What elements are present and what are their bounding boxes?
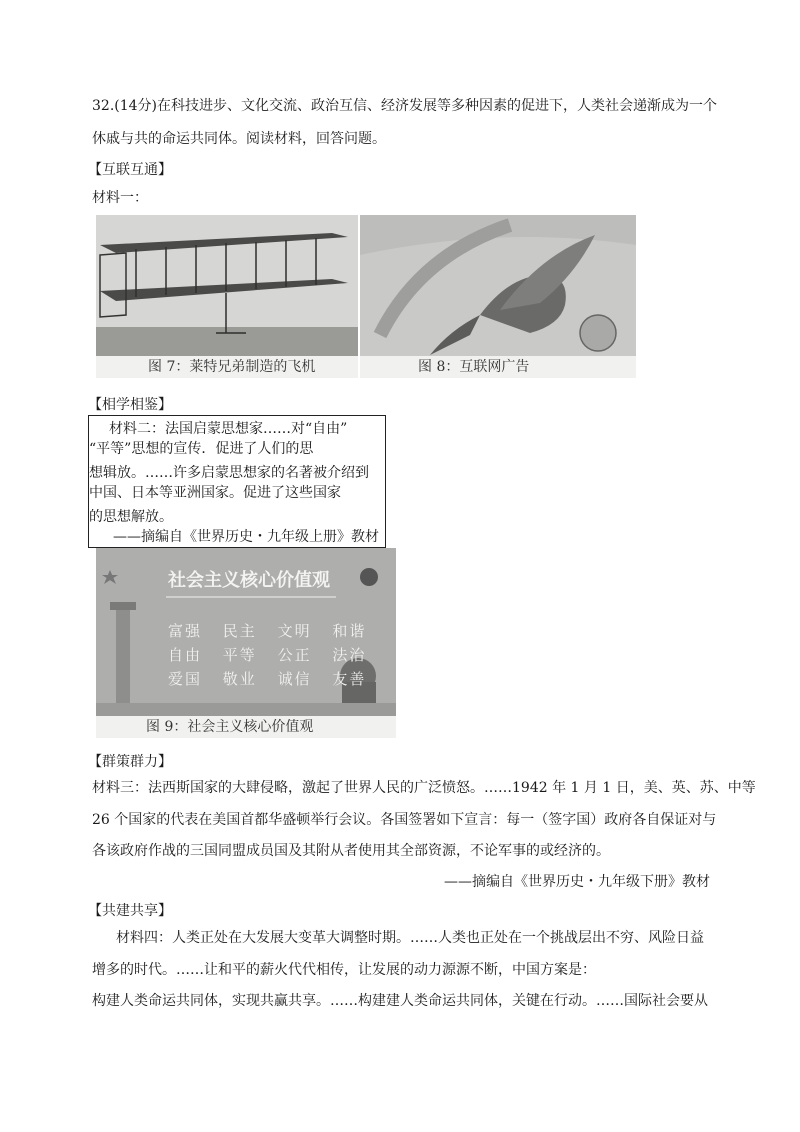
value-item: 自由 [168,646,203,664]
value-item: 敬业 [222,670,257,688]
material-2-line-5: 的思想解放。 [89,509,173,525]
figure-8-photo [360,215,636,378]
poster-divider [166,596,336,598]
material-2-line-4: 中国、日本等亚洲国家。促进了这些国家 [89,485,341,501]
section-heading-collective-effort: 【群策群力】 [88,754,172,770]
value-item: 友善 [332,670,367,688]
value-item: 公正 [277,646,312,664]
section-heading-mutual-learning: 【相学相鉴】 [88,397,172,413]
value-item: 和谐 [332,622,367,640]
question-line-2: 休戚与共的命运共同体。阅读材料，回答问题。 [92,131,386,147]
material-3-source: ——摘编自《世界历史・九年级下册》教材 [444,874,710,890]
figure-7-caption: 图 7：莱特兄弟制造的飞机 [96,356,358,378]
figure-8-caption: 图 8：互联网广告 [360,356,636,378]
value-item: 富强 [168,622,203,640]
section-heading-shared-building: 【共建共享】 [88,903,172,919]
material-2-line-2: “平等”思想的宣传．促进了人们的思 [89,441,314,457]
party-emblem-icon [360,568,378,586]
question-line-1: 32.(14分)在科技进步、文化交流、政治互信、经济发展等多种因素的促进下，人类社会递渐成为一个 [92,98,718,114]
value-item: 法治 [332,646,367,664]
material-1-label: 材料一： [92,190,148,206]
figure-9-poster [96,548,396,716]
value-item: 诚信 [277,670,312,688]
values-row-3 [168,668,366,689]
wright-airplane-illustration [96,215,358,356]
material-3-line-2: 26 个国家的代表在美国首都华盛顿举行会议。各国签署如下宣言：每一（签字国）政府各自保证对与 [92,812,717,828]
value-item: 平等 [222,646,257,664]
material-3-line-1: 材料三：法西斯国家的大肆侵略，激起了世界人民的广泛愤怒。……1942 年 1 月 1 日，美、英、苏、中等 [92,780,756,796]
material-2-source: ——摘编自《世界历史・九年级上册》教材 [113,529,379,545]
material-4-line-1: 材料四：人类正处在大发展大变革大调整时期。……人类也正处在一个挑战层出不穷、风险日益 [116,930,704,946]
bird-globe-illustration [360,215,636,356]
values-row-1 [168,620,366,641]
value-item: 文明 [277,622,312,640]
figure-7-photo [96,215,358,378]
material-4-line-3: 构建人类命运共同体，实现共赢共享。……构建建人类命运共同体，关键在行动。……国际社会要从 [92,993,708,1009]
figure-9-caption: 图 9：社会主义核心价值观 [96,716,396,738]
material-2-line-1: 材料二：法国启蒙思想家……对“自由” [109,421,348,437]
material-2-box [88,415,386,548]
figure-9-photo [96,548,396,738]
value-item: 民主 [222,622,257,640]
poster-banner: 社会主义核心价值观 [168,570,330,591]
material-3-line-3: 各该政府作战的三国同盟成员国及其附从者使用其全部资源，不论军事的或经济的。 [92,843,610,859]
material-2-line-3: 想辑放。……许多启蒙思想家的名著被介绍到 [89,465,369,481]
values-row-2 [168,644,366,665]
value-item: 爱国 [168,670,203,688]
material-4-line-2: 增多的时代。……让和平的薪火代代相传，让发展的动力源源不断，中国方案是： [92,962,596,978]
section-heading-connectivity: 【互联互通】 [88,162,172,178]
